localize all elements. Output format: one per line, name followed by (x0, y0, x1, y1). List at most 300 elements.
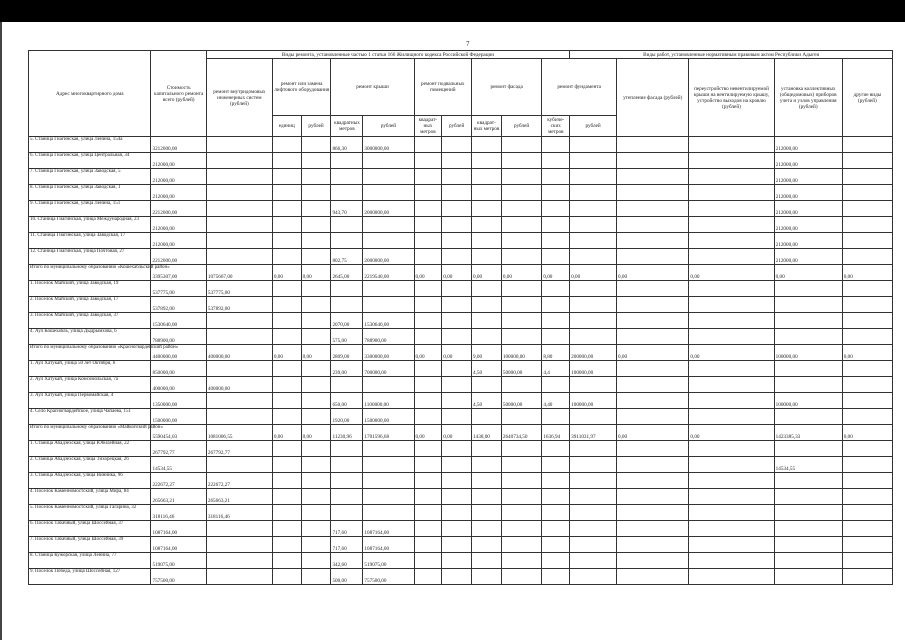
row-address: Итого по муниципальному образованию «Кошехабльский район» (29, 265, 151, 281)
row-cell (689, 457, 774, 473)
row-cell (617, 505, 689, 521)
row-cell (301, 249, 331, 265)
row-address: 2. Поселок Майский, улица Заводская, 17 (29, 297, 151, 313)
row-cell (617, 169, 689, 185)
row-cell: 850000,00 (151, 361, 206, 377)
row-cell (542, 281, 570, 297)
row-cell (842, 521, 892, 537)
row-cell (206, 361, 272, 377)
row-cell (363, 473, 414, 489)
row-cell (442, 153, 472, 169)
row-cell (272, 329, 301, 345)
row-cell: 0,00 (570, 265, 617, 281)
row-cell (414, 169, 442, 185)
row-cell (206, 409, 272, 425)
row-cell (363, 169, 414, 185)
row-cell (501, 233, 541, 249)
row-cell (442, 249, 472, 265)
row-cell: 650,00 (331, 393, 363, 409)
row-cell: 757500,00 (363, 569, 414, 585)
row-address: 4. Аул Кошехабль, улица Дыдрымхова, 6 (29, 329, 151, 345)
row-cell (689, 313, 774, 329)
row-cell (774, 329, 842, 345)
row-cell (442, 281, 472, 297)
row-cell (206, 553, 272, 569)
row-cell: 537775,00 (151, 281, 206, 297)
header-meters: установка коллективных (общедомовых) приборов учета и узлов управления (рублей) (774, 59, 842, 137)
row-cell: 212000,00 (151, 217, 206, 233)
row-cell (542, 329, 570, 345)
row-cell (689, 569, 774, 585)
row-cell (689, 329, 774, 345)
row-cell (570, 185, 617, 201)
row-cell (689, 409, 774, 425)
row-cell (774, 521, 842, 537)
row-cell (472, 521, 502, 537)
row-cell (472, 489, 502, 505)
row-cell (301, 489, 331, 505)
row-cell (414, 297, 442, 313)
row-cell (542, 249, 570, 265)
row-cell (472, 377, 502, 393)
row-cell: 239,00 (331, 361, 363, 377)
row-cell: 1423385,33 (774, 425, 842, 441)
row-cell: 1500000,00 (363, 409, 414, 425)
row-cell (363, 185, 414, 201)
row-cell (542, 473, 570, 489)
row-cell (442, 393, 472, 409)
row-cell (414, 441, 442, 457)
row-cell (501, 473, 541, 489)
row-cell (689, 553, 774, 569)
row-cell (331, 473, 363, 489)
row-cell: 100000,00 (774, 345, 842, 361)
table-row (29, 425, 893, 441)
row-cell (501, 553, 541, 569)
row-cell (542, 169, 570, 185)
row-cell (442, 377, 472, 393)
row-cell (272, 393, 301, 409)
row-cell: 1087164,00 (151, 521, 206, 537)
sub-lift-rub: рублей (301, 116, 331, 137)
row-cell (272, 313, 301, 329)
row-cell: 50000,00 (501, 393, 541, 409)
row-cell: 11230,96 (331, 425, 363, 441)
row-cell (570, 537, 617, 553)
row-cell (689, 521, 774, 537)
row-cell: 0,00 (617, 345, 689, 361)
row-cell: 0,00 (414, 425, 442, 441)
table-row (29, 569, 893, 585)
row-cell: 1087164,00 (151, 537, 206, 553)
row-cell (472, 537, 502, 553)
row-cell (301, 377, 331, 393)
row-cell (272, 297, 301, 313)
row-cell (272, 137, 301, 153)
row-cell (501, 217, 541, 233)
row-cell (501, 505, 541, 521)
row-address: 8. Станица Кужорская, улица Ленина, 77 (29, 553, 151, 569)
row-cell (617, 201, 689, 217)
row-address: 7. Станица Гиагинская, улица Заводская, 5 (29, 169, 151, 185)
row-cell (301, 473, 331, 489)
table-row (29, 377, 893, 393)
row-address: 11. Станица Гиагинская, улица Заводская, 17 (29, 233, 151, 249)
header-flat-roof: переустройство невентилируемой крыши на вентилируемую крышу, устройство выходов на кровлю (рублей) (689, 59, 774, 137)
row-cell (842, 441, 892, 457)
header-facade-insulation: утепление фасада (рублей) (617, 59, 689, 137)
row-cell (301, 137, 331, 153)
row-cell (570, 233, 617, 249)
row-cell (617, 217, 689, 233)
sub-roof-sqm: квадратных метров (331, 116, 363, 137)
row-cell (331, 281, 363, 297)
row-address: 6. Станица Гиагинская, улица Центральная, 34 (29, 153, 151, 169)
row-cell: 200000,00 (570, 345, 617, 361)
row-address: 4. Поселок Каменномостский, улица Мира, 84 (29, 489, 151, 505)
row-cell: 0,00 (842, 425, 892, 441)
row-cell (570, 457, 617, 473)
row-cell: 717,60 (331, 537, 363, 553)
row-cell (301, 521, 331, 537)
row-cell (472, 137, 502, 153)
row-cell (501, 409, 541, 425)
row-address: 12. Станица Гиагинская, улица Почтовая, 27 (29, 249, 151, 265)
row-cell (842, 377, 892, 393)
row-cell (472, 217, 502, 233)
table-row (29, 313, 893, 329)
row-cell: 5590454,03 (151, 425, 206, 441)
row-cell: 4,50 (472, 361, 502, 377)
row-cell (842, 553, 892, 569)
row-cell (363, 153, 414, 169)
row-cell (363, 489, 414, 505)
row-cell (542, 313, 570, 329)
row-cell (442, 313, 472, 329)
row-cell (206, 313, 272, 329)
row-cell (363, 281, 414, 297)
row-cell (301, 441, 331, 457)
row-cell: 943,70 (331, 201, 363, 217)
scan-gap (0, 22, 905, 30)
table-row (29, 441, 893, 457)
row-cell (689, 153, 774, 169)
row-cell: 0,00 (842, 345, 892, 361)
row-cell: 1350000,00 (151, 393, 206, 409)
row-cell (689, 281, 774, 297)
row-cell: 0,00 (272, 345, 301, 361)
row-cell (206, 457, 272, 473)
row-address: 7. Поселок Табачный, улица Шоссейная, 39 (29, 537, 151, 553)
row-cell (331, 153, 363, 169)
row-cell: 757500,00 (151, 569, 206, 585)
row-cell (206, 569, 272, 585)
row-cell (617, 537, 689, 553)
row-cell (842, 489, 892, 505)
row-cell (774, 361, 842, 377)
row-cell (617, 377, 689, 393)
row-cell (689, 393, 774, 409)
row-cell (689, 361, 774, 377)
row-cell: 14534,55 (151, 457, 206, 473)
row-cell: 0,00 (774, 265, 842, 281)
row-cell (472, 409, 502, 425)
row-cell: 2809,00 (331, 345, 363, 361)
row-cell (570, 217, 617, 233)
row-cell (414, 281, 442, 297)
row-cell (442, 185, 472, 201)
row-cell (442, 217, 472, 233)
header-engineering: ремонт внутридомовых инженерных систем (рублей) (206, 59, 272, 137)
row-cell: 866,30 (331, 137, 363, 153)
row-cell (689, 185, 774, 201)
row-cell (570, 281, 617, 297)
row-cell (331, 217, 363, 233)
header-roof: ремонт крыши (331, 59, 414, 116)
table-row (29, 185, 893, 201)
row-cell (689, 233, 774, 249)
row-cell (842, 409, 892, 425)
row-cell (206, 185, 272, 201)
row-cell (363, 217, 414, 233)
header-facade: ремонт фасада (472, 59, 542, 116)
row-cell: 2212000,00 (151, 249, 206, 265)
row-cell: 0,00 (301, 425, 331, 441)
sub-roof-rub: рублей (363, 116, 414, 137)
row-cell (617, 137, 689, 153)
row-cell: 1920,00 (331, 409, 363, 425)
row-cell (331, 297, 363, 313)
row-cell (363, 457, 414, 473)
row-cell (501, 521, 541, 537)
row-cell (414, 409, 442, 425)
row-cell (570, 169, 617, 185)
row-cell (774, 409, 842, 425)
table-row (29, 249, 893, 265)
row-cell (501, 377, 541, 393)
row-cell (272, 505, 301, 521)
row-cell (272, 537, 301, 553)
row-cell: 212000,00 (151, 153, 206, 169)
row-cell (842, 457, 892, 473)
row-cell: 212000,00 (774, 137, 842, 153)
row-cell (301, 233, 331, 249)
row-cell: 267792,77 (151, 441, 206, 457)
row-cell (331, 377, 363, 393)
row-cell: 212000,00 (774, 153, 842, 169)
row-cell (542, 153, 570, 169)
row-cell (617, 473, 689, 489)
row-cell (442, 521, 472, 537)
row-cell: 0,00 (842, 265, 892, 281)
row-cell (414, 153, 442, 169)
row-cell (272, 521, 301, 537)
row-cell (301, 329, 331, 345)
row-cell (414, 361, 442, 377)
row-cell: 100000,00 (570, 393, 617, 409)
row-cell (774, 313, 842, 329)
row-cell (570, 505, 617, 521)
row-cell: 265663,21 (151, 489, 206, 505)
row-cell (414, 233, 442, 249)
row-cell: 0,00 (542, 265, 570, 281)
header-basement: ремонт подвальных помещений (414, 59, 472, 116)
row-cell (689, 537, 774, 553)
row-cell (331, 185, 363, 201)
row-cell (842, 153, 892, 169)
row-cell (617, 313, 689, 329)
row-cell (617, 457, 689, 473)
row-cell (301, 553, 331, 569)
row-cell: 4400000,00 (151, 345, 206, 361)
row-cell (206, 137, 272, 153)
row-cell (501, 313, 541, 329)
row-cell (272, 185, 301, 201)
row-cell (472, 569, 502, 585)
row-cell (301, 217, 331, 233)
row-cell: 537775,00 (206, 281, 272, 297)
row-cell (570, 153, 617, 169)
row-cell: 3911031,97 (570, 425, 617, 441)
row-cell (501, 441, 541, 457)
row-cell: 4,4 (542, 361, 570, 377)
row-cell: 2212000,00 (151, 201, 206, 217)
row-cell (442, 441, 472, 457)
row-cell: 342,60 (331, 553, 363, 569)
row-cell (206, 537, 272, 553)
row-cell (542, 457, 570, 473)
row-address: 2. Аул Хатукай, улица Комсомольская, 7а (29, 377, 151, 393)
row-cell (206, 233, 272, 249)
row-cell (542, 297, 570, 313)
row-cell: 1438,00 (472, 425, 502, 441)
row-cell: 100000,00 (501, 345, 541, 361)
row-cell: 1530640,00 (151, 313, 206, 329)
row-cell: 519075,00 (151, 553, 206, 569)
row-cell (617, 297, 689, 313)
table-row (29, 217, 893, 233)
row-cell (842, 473, 892, 489)
row-cell (842, 169, 892, 185)
row-cell: 212000,00 (151, 169, 206, 185)
row-address: 2. Станица Абадзехская, улица Тихорецкая, 26 (29, 457, 151, 473)
row-cell (414, 217, 442, 233)
row-address: 8. Станица Гиагинская, улица Заводская, 1 (29, 185, 151, 201)
row-address: 6. Поселок Табачный, улица Шоссейная, 37 (29, 521, 151, 537)
row-cell (272, 201, 301, 217)
row-cell (442, 489, 472, 505)
row-cell: 3395307,00 (151, 265, 206, 281)
row-cell (472, 505, 502, 521)
row-cell (414, 201, 442, 217)
row-cell (414, 393, 442, 409)
row-cell: 212000,00 (774, 249, 842, 265)
row-cell: 0,00 (472, 265, 502, 281)
row-cell: 0,00 (414, 265, 442, 281)
row-cell: 400000,00 (151, 377, 206, 393)
row-cell (617, 249, 689, 265)
row-cell (272, 441, 301, 457)
row-cell (442, 169, 472, 185)
row-cell (501, 201, 541, 217)
row-cell (689, 489, 774, 505)
row-cell: 0,00 (414, 345, 442, 361)
row-cell (542, 521, 570, 537)
row-cell (414, 185, 442, 201)
header-address: Адрес многоквартирного дома (29, 51, 151, 137)
row-cell (206, 153, 272, 169)
row-cell (442, 505, 472, 521)
row-cell: 519075,00 (363, 553, 414, 569)
row-cell (617, 233, 689, 249)
row-cell: 0,00 (689, 425, 774, 441)
row-cell: 0,00 (272, 425, 301, 441)
row-cell (414, 569, 442, 585)
row-cell: 0,00 (617, 425, 689, 441)
sub-basement-sqm: квадрат-ных метров (414, 116, 442, 137)
row-cell (472, 457, 502, 473)
row-cell: 802,75 (331, 249, 363, 265)
row-address: 4. Село Красногвардейское, улица Чапаева, 151 (29, 409, 151, 425)
row-cell: 3000000,00 (363, 137, 414, 153)
row-cell (501, 489, 541, 505)
row-cell (472, 553, 502, 569)
row-cell (842, 185, 892, 201)
row-address: 3. Аул Хатукай, улица Первомайская, 4 (29, 393, 151, 409)
row-cell (206, 201, 272, 217)
row-cell (689, 505, 774, 521)
row-cell: 100000,00 (570, 361, 617, 377)
row-cell (301, 409, 331, 425)
row-cell (842, 297, 892, 313)
row-cell (472, 201, 502, 217)
row-cell: 1075667,00 (206, 265, 272, 281)
row-cell (301, 201, 331, 217)
row-cell (617, 185, 689, 201)
sub-foundation-rub: рублей (570, 116, 617, 137)
row-address: 5. Станица Гиагинская, улица Ленина, 154а (29, 137, 151, 153)
sub-basement-rub: рублей (442, 116, 472, 137)
row-cell (414, 329, 442, 345)
row-cell (472, 329, 502, 345)
row-cell: 0,00 (689, 265, 774, 281)
row-cell (542, 377, 570, 393)
row-address: 10. Станица Гиагинская, улица Международная, 23 (29, 217, 151, 233)
row-cell (774, 505, 842, 521)
row-cell: 222672,27 (206, 473, 272, 489)
row-cell (301, 297, 331, 313)
row-cell (501, 185, 541, 201)
row-cell (570, 473, 617, 489)
row-cell (842, 537, 892, 553)
row-cell (472, 281, 502, 297)
row-cell (206, 521, 272, 537)
row-cell: 50000,00 (501, 361, 541, 377)
row-cell (414, 137, 442, 153)
row-cell (414, 313, 442, 329)
row-cell (272, 153, 301, 169)
row-cell (774, 297, 842, 313)
row-cell (363, 505, 414, 521)
row-cell: 265663,21 (206, 489, 272, 505)
row-cell: 1081006,55 (206, 425, 272, 441)
row-cell (206, 393, 272, 409)
row-cell (542, 137, 570, 153)
row-cell (842, 217, 892, 233)
row-cell (301, 313, 331, 329)
row-address: 3. Поселок Майский, улица Заводская, 37 (29, 313, 151, 329)
row-cell (414, 473, 442, 489)
